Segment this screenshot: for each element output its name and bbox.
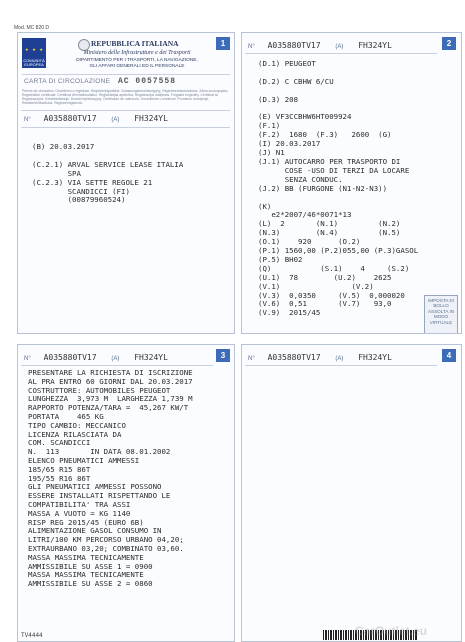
divider bbox=[245, 53, 437, 54]
divider bbox=[245, 365, 437, 366]
id-row bbox=[248, 41, 392, 50]
plate-number: FH324YL bbox=[134, 353, 168, 362]
id-row bbox=[24, 353, 168, 362]
plate-label: (A) bbox=[111, 356, 120, 362]
number-label: N° bbox=[248, 44, 255, 50]
plate-label: (A) bbox=[111, 117, 120, 123]
multilingual-fine-print: Permis de circulation. Osvedčení o registraci. Registreringsattest. Zulassungsbescheinigung. Registreerimistunnistus. Άδεια κυκλοφορίας. Registration certificate. Certificat d'immatriculation. Reģistrācijas apliecība. Registracijos liudijimas. Forgalmi engedély. Certificat ta' Registrazzjoni. Kentekenbewijs. Dowód rejestracyjny. Certificado de matrícula. Osvedčenie o evidencii. Prometno dovoljenje. Rekisteröintitodistus. Registreringsbevis. bbox=[22, 89, 229, 105]
divider bbox=[21, 127, 230, 128]
panel-3 bbox=[17, 344, 235, 642]
panel-number: 1 bbox=[216, 37, 230, 50]
id-row bbox=[248, 353, 392, 362]
eu-stars-icon: ★ ★ ★ bbox=[24, 46, 44, 53]
ministry-title: Ministero delle Infrastrutture e dei Trasporti bbox=[83, 50, 191, 56]
republic-title: REPUBBLICA ITALIANA bbox=[91, 39, 179, 48]
vehicle-data: (D.1) PEUGEOT (D.2) C CBHW 6/CU (D.3) 208 (E) VF3CCBHW6HT009924 (F.1) (F.2) 1680 (F.3) 2600 (G) (I) 20.03.2017 (J) N1 (J.1) AUTOCARRO PER TRASPORTO DI COSE -USO DI TERZI DA LOCARE SENZA CONDUC. (J.2) BB (FURGONE (N1-N2-N3)) (K) e2*2007/46*0071*13 (L) 2 (N.1) (N.2) (N.3) (N.4) (N.5) (O.1) 920 (O.2) (P.1) 1560,00 (P.2)055,00 (P.3)GASOL (P.5) BH02 (Q) (S.1) 4 (S.2) (U.1) 78 (U.2) 2625 (V.1) (V.2) (V.3) 0,0350 (V.5) 0,000020 (V.6) 0,51 (V.7) 93,0 (V.9) 2015/45 bbox=[258, 59, 419, 318]
registration-number: A035880TV17 bbox=[43, 353, 97, 362]
plate-label: (A) bbox=[335, 44, 344, 50]
eu-label: COMUNITÀ EUROPEA bbox=[23, 58, 45, 67]
serial-number: AC 0057558 bbox=[118, 77, 177, 86]
virtual-stamp-duty-box: IMPOSTA DI BOLLO ASSOLTA IN MODO VIRTUALE bbox=[424, 295, 458, 334]
panel-number: 2 bbox=[442, 37, 456, 50]
notes-section: PRESENTARE LA RICHIESTA DI ISCRIZIONE AL PRA ENTRO 60 GIORNI DAL 20.03.2017 COSTRUTTORE: AUTOMOBILES PEUGEOT LUNGHEZZA 3,973 M LARGHEZZA 1,739 M RAPPORTO POTENZA/TARA = 45,267 KW/T PORTATA 465 KG TIPO CAMBIO: MECCANICO LICENZA RILASCIATA DA COM. SCANDICCI N. 113 IN DATA 08.01.2002 ELENCO PNEUMATICI AMMESSI 185/65 R15 86T 195/55 R16 86T GLI PNEUMATICI AMMESSI POSSONO ESSERE INSTALLATI RISPETTANDO LE COMPATIBILITA' TRA ASSI MASSA A VUOTO = KG 1140 RISP REG 2015/45 (EURO 6B) ALIMENTAZIONE GASOL CONSUMO IN LITRI/100 KM PERCORSO URBANO 04,20; EXTRAURBANO 03,20; COMBINATO 03,60. MASSA MASSIMA TECNICAMENTE AMMISSIBILE SU ASSE 1 = 0900 MASSA MASSIMA TECNICAMENTE AMMISSIBILE SU ASSE 2 = 0860 bbox=[28, 368, 193, 589]
department-line-2: GLI AFFARI GENERALI ED IL PERSONALE bbox=[89, 64, 185, 69]
panel-number: 3 bbox=[216, 349, 230, 362]
divider bbox=[21, 110, 230, 111]
owner-section: (B) 20.03.2017 (C.2.1) ARVAL SERVICE LEASE ITALIA SPA (C.2.3) VIA SETTE REGOLE 21 SCANDICCI (FI) (00879960524) bbox=[32, 142, 184, 205]
registration-number: A035880TV17 bbox=[43, 114, 97, 123]
registration-number: A035880TV17 bbox=[267, 41, 321, 50]
registration-number: A035880TV17 bbox=[267, 353, 321, 362]
footer-code: TV4444 bbox=[21, 632, 43, 639]
department-line-1: DIPARTIMENTO PER I TRASPORTI, LA NAVIGAZIONE, bbox=[76, 58, 198, 63]
number-label: N° bbox=[248, 356, 255, 362]
model-code: Mod. MC 820 D bbox=[14, 25, 50, 31]
plate-number: FH324YL bbox=[358, 353, 392, 362]
eu-flag-logo bbox=[22, 38, 46, 68]
number-label: N° bbox=[24, 117, 31, 123]
plate-label: (A) bbox=[335, 356, 344, 362]
id-row bbox=[24, 114, 168, 123]
registration-document bbox=[5, 0, 459, 640]
panel-4 bbox=[241, 344, 462, 642]
panel-number: 4 bbox=[442, 349, 456, 362]
plate-number: FH324YL bbox=[134, 114, 168, 123]
plate-number: FH324YL bbox=[358, 41, 392, 50]
watermark: CarOutlet.eu bbox=[355, 624, 428, 638]
document-title-row bbox=[22, 74, 230, 89]
panel-2 bbox=[241, 32, 462, 334]
divider bbox=[21, 365, 213, 366]
number-label: N° bbox=[24, 356, 31, 362]
panel-1 bbox=[17, 32, 235, 334]
document-title: CARTA DI CIRCOLAZIONE bbox=[24, 78, 111, 85]
